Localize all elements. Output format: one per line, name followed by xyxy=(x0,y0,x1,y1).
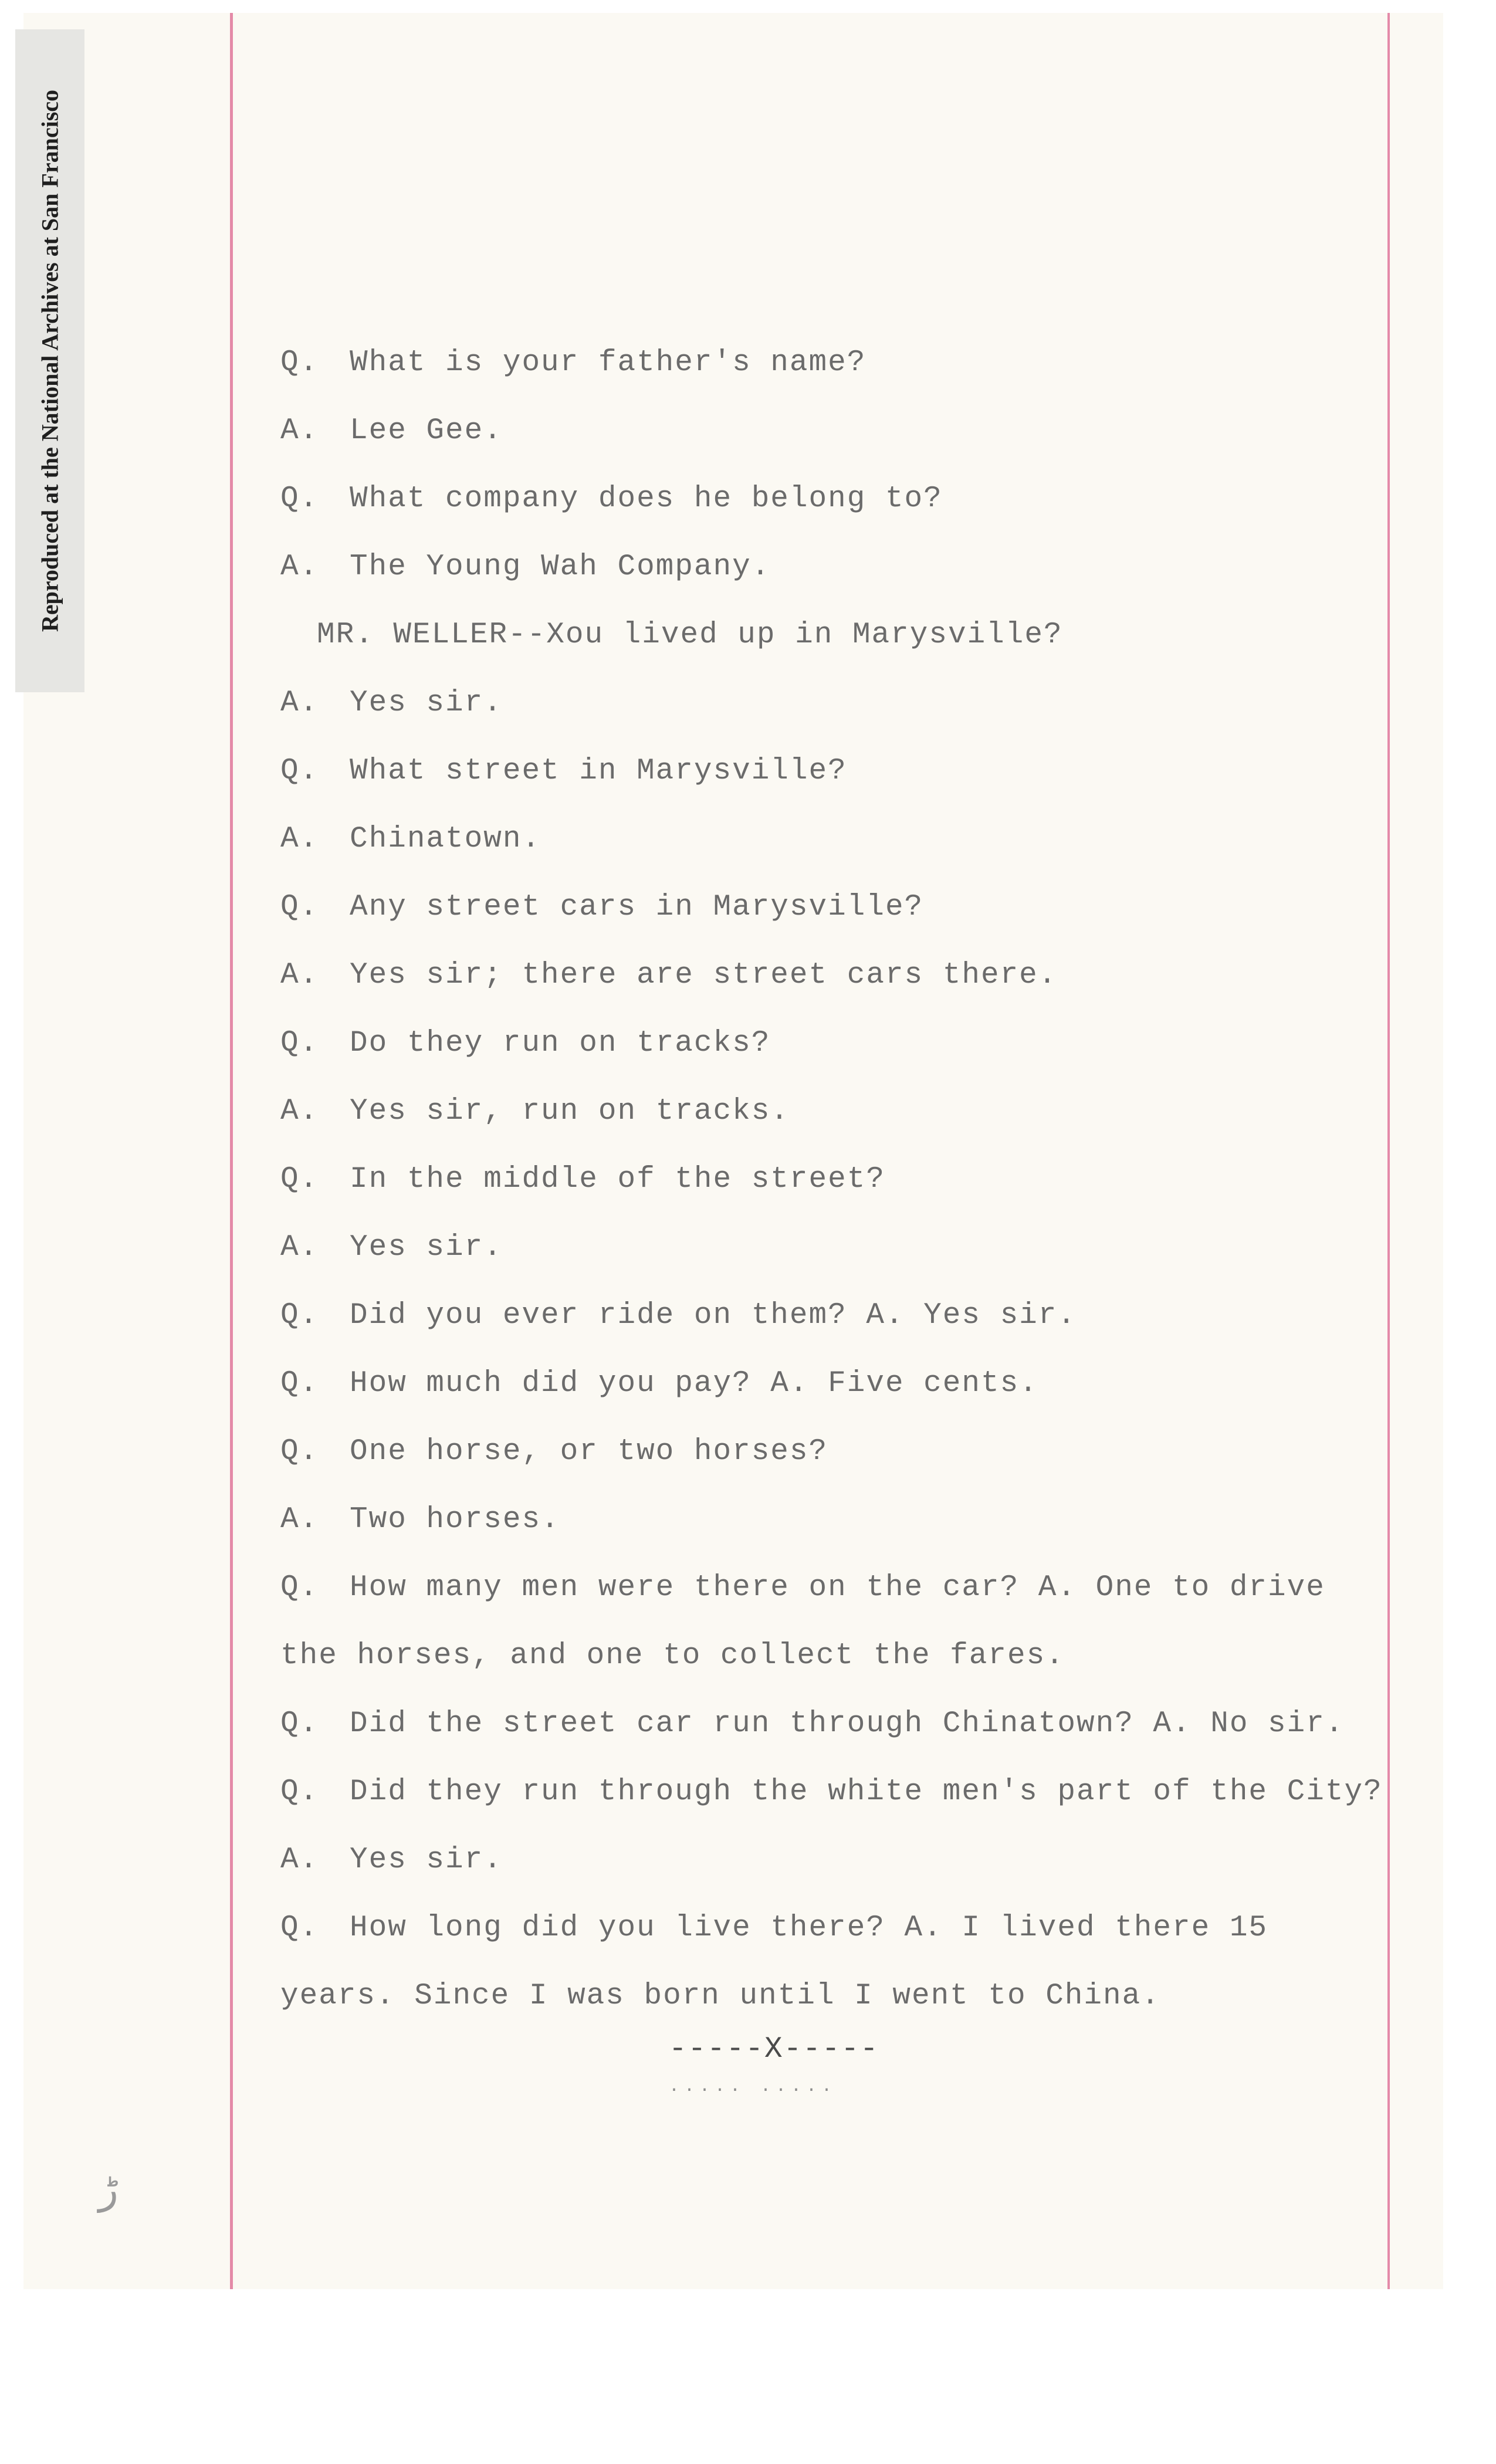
line-text: the horses, and one to collect the fares. xyxy=(280,1639,1065,1673)
line-text: Yes sir. xyxy=(350,686,503,720)
transcript-line xyxy=(280,1435,828,1468)
line-text: MR. WELLER--Xou lived up in Marysville? xyxy=(317,618,1063,652)
line-text: One horse, or two horses? xyxy=(350,1435,828,1468)
line-text: How long did you live there? A. I lived there 15 xyxy=(350,1911,1268,1945)
line-text: What company does he belong to? xyxy=(350,482,943,516)
transcript-line xyxy=(280,1299,1077,1332)
line-label: A. xyxy=(280,823,319,856)
transcript-line xyxy=(280,823,541,856)
transcript-line xyxy=(280,1367,1038,1400)
transcript-line xyxy=(280,414,503,448)
line-label: Q. xyxy=(280,1163,319,1196)
archive-stamp-text: Reproduced at the National Archives at San Francisco xyxy=(36,89,63,632)
line-text: In the middle of the street? xyxy=(350,1163,885,1196)
line-text: What street in Marysville? xyxy=(350,754,847,788)
line-label: Q. xyxy=(280,1435,319,1468)
handwritten-page-mark: ڑ xyxy=(99,2167,119,2212)
line-text: Did the street car run through Chinatown? A. No sir. xyxy=(350,1707,1345,1741)
transcript-line xyxy=(280,686,503,720)
transcript-line xyxy=(280,1843,503,1877)
transcript-line xyxy=(280,891,923,924)
transcript-line xyxy=(280,482,943,516)
transcript-line xyxy=(280,1911,1268,1945)
transcript-line xyxy=(280,1231,503,1264)
line-label: A. xyxy=(280,1843,319,1877)
transcript-line xyxy=(280,1163,885,1196)
line-text: The Young Wah Company. xyxy=(350,550,771,584)
line-label: Q. xyxy=(280,1775,319,1809)
transcript-line xyxy=(280,1639,1065,1673)
line-text: Yes sir. xyxy=(350,1231,503,1264)
transcript-line xyxy=(280,1571,1325,1605)
line-text: Yes sir. xyxy=(350,1843,503,1877)
line-text: Did they run through the white men's part of the City? xyxy=(350,1775,1383,1809)
transcript-line xyxy=(317,618,1063,652)
transcript-line xyxy=(280,1095,790,1128)
end-dots: ..... ..... xyxy=(669,2077,837,2097)
transcript-line xyxy=(280,1707,1344,1741)
line-text: Yes sir, run on tracks. xyxy=(350,1095,790,1128)
transcript-line xyxy=(280,754,847,788)
line-label: A. xyxy=(280,1503,319,1536)
line-label: Q. xyxy=(280,1367,319,1400)
line-text: How many men were there on the car? A. One to drive xyxy=(350,1571,1325,1605)
transcript-line xyxy=(280,1775,1383,1809)
line-label: Q. xyxy=(280,1707,319,1741)
line-label: Q. xyxy=(280,1571,319,1605)
line-label: Q. xyxy=(280,1911,319,1945)
line-label: A. xyxy=(280,1095,319,1128)
line-text: Do they run on tracks? xyxy=(350,1027,771,1060)
transcript-line xyxy=(280,346,866,380)
transcript-line xyxy=(280,1027,770,1060)
line-label: A. xyxy=(280,1231,319,1264)
line-text: How much did you pay? A. Five cents. xyxy=(350,1367,1038,1400)
line-text: Did you ever ride on them? A. Yes sir. xyxy=(350,1299,1077,1332)
line-text: Any street cars in Marysville? xyxy=(350,891,924,924)
line-text: Yes sir; there are street cars there. xyxy=(350,959,1058,992)
line-label: Q. xyxy=(280,891,319,924)
line-text: Chinatown. xyxy=(350,823,541,856)
line-text: Lee Gee. xyxy=(350,414,503,448)
line-text: Two horses. xyxy=(350,1503,560,1536)
line-label: A. xyxy=(280,959,319,992)
line-label: Q. xyxy=(280,1299,319,1332)
line-label: Q. xyxy=(280,346,319,380)
line-label: A. xyxy=(280,414,319,448)
line-label: Q. xyxy=(280,754,319,788)
line-label: A. xyxy=(280,550,319,584)
line-label: A. xyxy=(280,686,319,720)
transcript-line xyxy=(280,1503,560,1536)
transcript-line xyxy=(280,550,770,584)
transcript-line xyxy=(280,1979,1160,2013)
end-of-section-mark: -----X----- xyxy=(669,2033,879,2066)
transcript-line xyxy=(280,959,1057,992)
line-text: years. Since I was born until I went to China. xyxy=(280,1979,1160,2013)
line-text: What is your father's name? xyxy=(350,346,867,380)
line-label: Q. xyxy=(280,482,319,516)
line-label: Q. xyxy=(280,1027,319,1060)
